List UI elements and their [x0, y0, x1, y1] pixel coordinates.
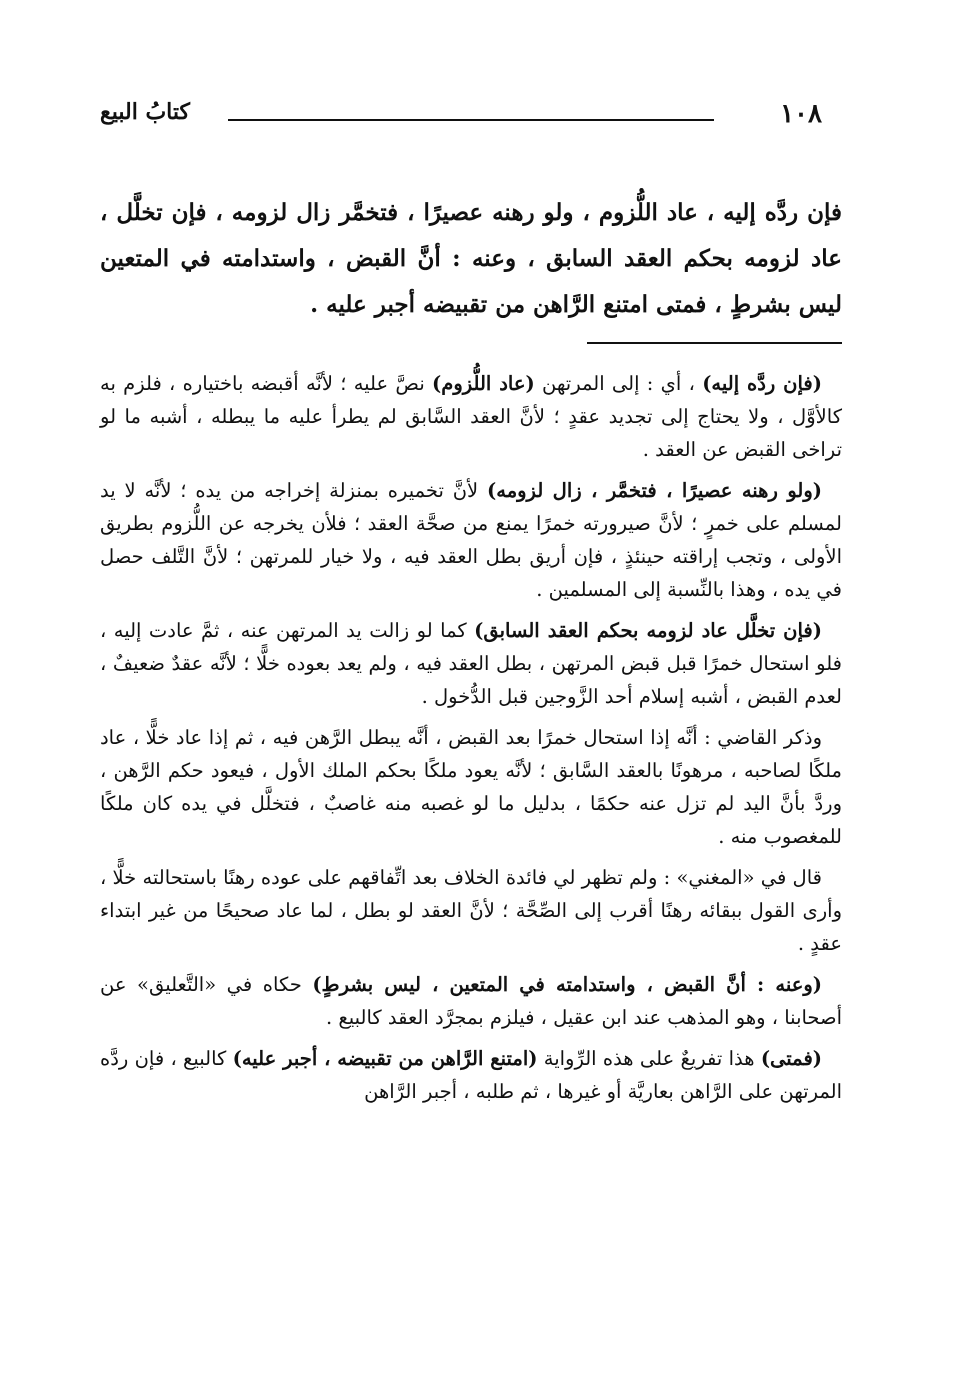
quoted-text: (امتنع الرَّاهن من تقبيضه ، أجبر عليه) — [232, 1047, 538, 1070]
quoted-text: (وعنه : أنَّ القبض ، واستدامته في المتعين ، ليس بشرطٍ) — [312, 973, 822, 996]
commentary-text: حكاه في «التَّعليق» عن أصحابنا ، وهو المذهب عند ابن عقيل ، فيلزم بمجرَّد العقد كالبيع . — [100, 973, 842, 1029]
commentary-text: وذكر القاضي : أنَّه إذا استحال خمرًا بعد القبض ، أنَّه يبطل الرَّهن فيه ، ثم إذا عاد خلًّا ، عاد ملكًا لصاحبه ، مرهونًا بالعقد السَّابق ؛ لأنَّه يعود ملكًا بحكم الملك الأول ، فيعود حكم الرَّهن ، وردَّ بأنَّ اليد لم تزل عنه حكمًا ، بدليل ما لو غصبه منه غاصبٌ ، فتخلَّل في يده كان ملكًا للمغصوب منه . — [100, 726, 842, 848]
page-number: ١٠٨ — [780, 99, 822, 129]
commentary-text: نصَّ عليه ؛ لأنَّه أقبضه باختياره ، فلزم به كالأوَّل ، ولا يحتاج إلى تجديد عقدٍ ؛ لأنَّ العقد السَّابق لم يطرأ عليه ما يبطله ، أشبه ما لو تراخى القبض عن العقد . — [100, 372, 842, 461]
commentary — [100, 367, 842, 1108]
commentary-paragraph — [100, 614, 842, 713]
quoted-text: (عاد اللُّزوم) — [432, 372, 535, 395]
commentary-paragraph — [100, 861, 842, 960]
commentary-paragraph — [100, 474, 842, 606]
commentary-paragraph — [100, 968, 842, 1034]
quoted-text: (ولو رهنه عصيرًا ، فتخمَّر ، زال لزومه) — [487, 479, 822, 502]
commentary-paragraph — [100, 367, 842, 466]
commentary-text: كالبيع ، فإن ردَّه المرتهن على الرَّاهن بعاريَّة أو غيرها ، ثم طلبه ، أجبر الرَّاهن — [100, 1047, 842, 1103]
commentary-text: ، أي : إلى المرتهن — [534, 372, 703, 395]
commentary-paragraph — [100, 721, 842, 853]
page-header — [100, 95, 842, 135]
header-rule — [228, 119, 714, 121]
commentary-text: لأنَّ تخميره بمنزلة إخراجه من يده ؛ لأنَّه لا يد لمسلم على خمرٍ ؛ لأنَّ صيرورته خمرًا يمنع من صحَّة العقد ؛ فلأن يخرجه عن اللُّزوم بطريق الأولى ، وتجب إراقته حينئذٍ ، فإن أريق بطل العقد فيه ، ولا خيار للمرتهن ؛ لأنَّ التَّلف حصل في يده ، وهذا بالنِّسبة إلى المسلمين . — [100, 479, 842, 601]
quoted-text: (فمتى) — [760, 1047, 822, 1070]
commentary-text: قال في «المغني» : ولم تظهر لي فائدة الخلاف بعد اتِّفاقهم على عوده رهنًا باستحالته خلًّا ، وأرى القول ببقائه رهنًا أقرب إلى الصِّحَّة ؛ لأنَّ العقد لو بطل ، لما عاد صحيحًا من غير ابتداء عقدٍ . — [100, 866, 842, 955]
quoted-text: (فإن تخلَّل عاد لزومه بحكم العقد السابق) — [474, 619, 822, 642]
commentary-text: هذا تفريعٌ على هذه الرِّواية — [537, 1047, 761, 1070]
commentary-paragraph — [100, 1042, 842, 1108]
footnote-separator — [587, 342, 842, 344]
commentary-text: كما لو زالت يد المرتهن عنه ، ثمَّ عادت إليه ، فلو استحال خمرًا قبل قبض المرتهن ، بطل العقد فيه ، ولم يعد بعوده خلًّا ؛ لأنَّه عقدٌ ضعيفٌ ، لعدم القبض ، أشبه إسلام أحد الزَّوجين قبل الدُّخول . — [100, 619, 842, 708]
quoted-text: (فإن ردَّه إليه) — [702, 372, 822, 395]
book-page — [100, 95, 842, 1345]
running-title: كتابُ البيع — [100, 99, 190, 125]
main-text: فإن ردَّه إليه ، عاد اللُّزوم ، ولو رهنه عصيرًا ، فتخمَّر زال لزومه ، فإن تخلَّل ، عاد لزومه بحكم العقد السابق ، وعنه : أنَّ القبض ، واستدامته في المتعين ليس بشرطٍ ، فمتى امتنع الرَّاهن من تقبيضه أجبر عليه . — [100, 199, 842, 318]
